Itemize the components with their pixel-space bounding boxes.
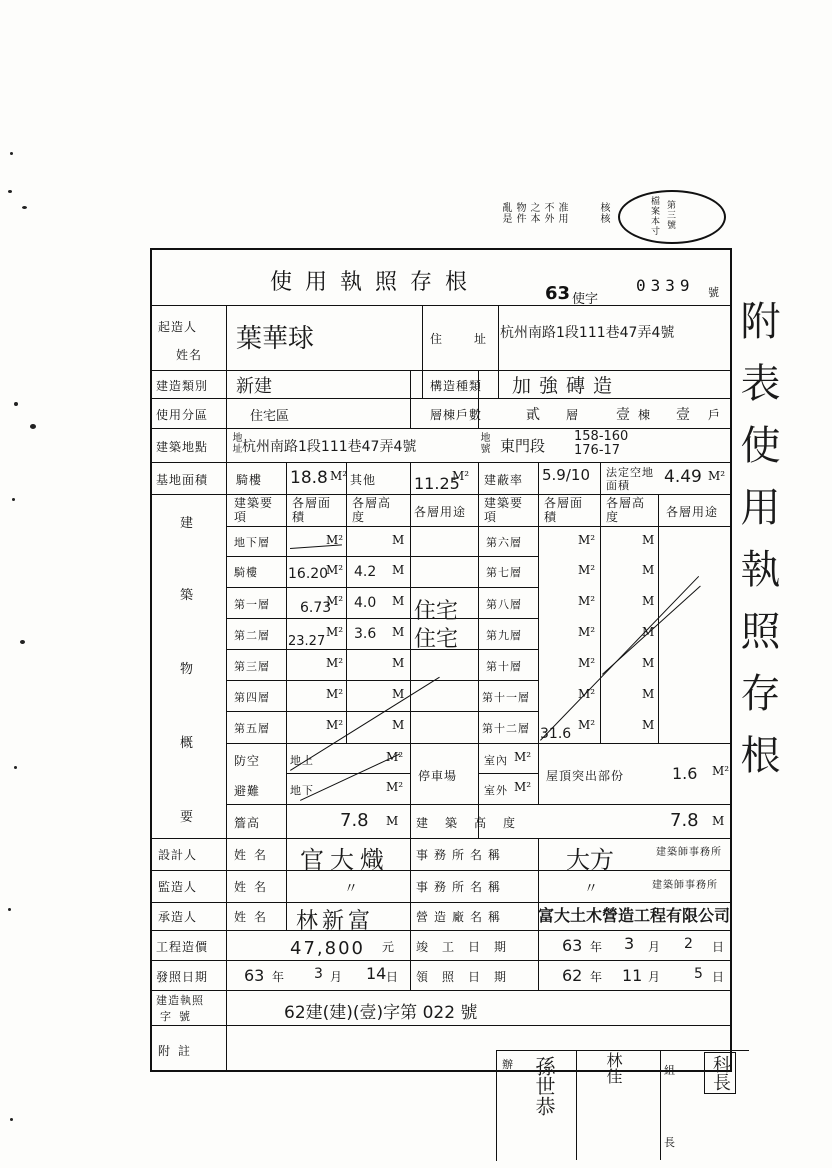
evac-label: 避難 (234, 784, 261, 798)
floor-area-unit: M² (326, 563, 344, 577)
above-ground-label: 地上 (290, 754, 314, 767)
floors-unit-3: 戶 (708, 408, 722, 422)
other-label: 其他 (350, 473, 377, 487)
floors-value-3: 壹 (676, 407, 690, 423)
supervisor-office: 〃 (584, 881, 598, 897)
floors-unit-1: 層 (566, 408, 580, 422)
stamp-col-2: 物件 (514, 202, 525, 224)
zone-value: 住宅區 (250, 409, 290, 424)
floor-height-unit: M (642, 718, 655, 732)
bheight-value: 7.8 (670, 810, 699, 831)
issue-label: 發照日期 (156, 970, 209, 984)
designer-name-label: 姓名 (234, 848, 275, 862)
arcade-label: 騎樓 (236, 473, 263, 487)
floor-name: 第十二層 (482, 722, 530, 735)
floor-name: 第七層 (486, 566, 522, 579)
site-addr-prefix: 地址 (230, 432, 241, 454)
seal-text-1: 檔案本寸 (649, 196, 659, 236)
floor-use: 住宅 (414, 627, 459, 652)
building-type-label: 建造類別 (156, 379, 209, 393)
col-item-right: 建築要項 (484, 496, 524, 524)
address-label-1: 住 (430, 332, 444, 346)
site-lot-prefix: 地號 (478, 432, 489, 454)
floor-height-unit: M (642, 625, 655, 639)
floor-name: 第四層 (234, 691, 270, 704)
stamp-col-3: 之本 (528, 202, 539, 224)
parking-label: 停車場 (418, 769, 458, 783)
floor-area-unit: M² (326, 718, 344, 732)
site-lot-numbers: 158-160 176-17 (574, 429, 629, 458)
floor-area-unit: M² (578, 718, 596, 732)
col-area-left: 各層面積 (292, 496, 332, 524)
floor-area-unit: M² (578, 687, 596, 701)
signoff-col-b: 組 (664, 1064, 676, 1077)
floor-height: 4.2 (354, 564, 377, 580)
designer-office-label: 事務所名稱 (416, 848, 507, 862)
roof-unit: M² (712, 764, 730, 778)
floors-label: 層棟戶數 (430, 408, 483, 422)
right-note: 31.6 (540, 726, 572, 742)
designer-name: 官大熾 (300, 846, 390, 874)
applicant-label: 起造人 (158, 320, 198, 334)
address-label-2: 址 (474, 332, 488, 346)
issue-day: 14 (366, 964, 387, 983)
signoff-stamp-1: 孫世恭 (532, 1056, 556, 1116)
floor-name: 第一層 (234, 598, 270, 611)
col-use-right: 各層用途 (666, 505, 719, 519)
eave-value: 7.8 (340, 810, 369, 831)
designer-label: 設計人 (158, 848, 198, 862)
stamp-col-6: 核核 (598, 202, 609, 224)
floor-name: 騎樓 (234, 566, 258, 579)
supervisor-name-label: 姓名 (234, 880, 275, 894)
floor-height-unit: M (392, 718, 405, 732)
stamp-col-5: 准用 (556, 202, 567, 224)
cost-label: 工程造價 (156, 940, 209, 954)
floor-use: 住宅 (414, 599, 459, 624)
signoff-stamp-2: 林佳 (604, 1052, 623, 1084)
zone-label: 使用分區 (156, 408, 209, 422)
note-label: 附註 (158, 1044, 199, 1058)
outdoor-unit: M² (514, 780, 532, 794)
floor-area: 6.73 (300, 600, 332, 616)
receive-label: 領照日期 (416, 970, 521, 984)
floor-height-unit: M (642, 656, 655, 670)
roof-value: 1.6 (672, 764, 698, 783)
signoff-col-c: 長 (664, 1136, 676, 1149)
floor-name: 地下層 (234, 536, 270, 549)
issue-year: 63 (244, 966, 265, 985)
receive-year: 62 (562, 966, 583, 985)
indoor-unit: M² (514, 750, 532, 764)
floor-height: 3.6 (354, 626, 377, 642)
structure-label: 構造種類 (430, 379, 483, 393)
section-label-3: 物 (180, 662, 195, 677)
floor-height-unit: M (392, 533, 405, 547)
completion-month-unit: 月 (648, 940, 662, 954)
col-height-left: 各層高度 (352, 496, 392, 524)
col-height-right: 各層高度 (606, 496, 646, 524)
permit-year: 63 (545, 283, 571, 304)
contractor-label: 承造人 (158, 910, 198, 924)
floor-area-unit: M² (326, 533, 344, 547)
eave-unit: M (386, 814, 399, 828)
legal-area-value: 4.49 (664, 467, 702, 487)
floor-name: 第五層 (234, 722, 270, 735)
legal-area-label: 法定空地面積 (606, 466, 654, 492)
completion-day-unit: 日 (712, 940, 726, 954)
applicant-address: 杭州南路1段111巷47弄4號 (500, 325, 675, 341)
right-margin-text: 附表使用執照存根 (734, 300, 780, 796)
floor-area-unit: M² (326, 656, 344, 670)
site-address: 杭州南路1段111巷47弄4號 (242, 439, 417, 455)
floor-height-unit: M (642, 533, 655, 547)
arcade-unit: M² (330, 469, 348, 483)
floor-height-unit: M (642, 594, 655, 608)
indoor-label: 室內 (484, 754, 508, 767)
shelter-label: 防空 (234, 754, 261, 768)
receive-day-unit: 日 (712, 970, 726, 984)
floor-height-unit: M (392, 687, 405, 701)
structure-value: 加強磚造 (512, 375, 621, 397)
roof-label: 屋頂突出部份 (546, 769, 625, 783)
below-ground-label: 地下 (290, 784, 314, 797)
cost-unit: 元 (382, 940, 396, 954)
designer-office: 大方 (566, 846, 614, 874)
floor-name: 第九層 (486, 629, 522, 642)
floor-name: 第六層 (486, 536, 522, 549)
completion-month: 3 (624, 934, 635, 953)
receive-day: 5 (694, 966, 703, 982)
receive-month: 11 (622, 966, 643, 985)
designer-office-stamp: 建築師事務所 (656, 847, 722, 858)
floor-height-unit: M (392, 656, 405, 670)
receive-month-unit: 月 (648, 970, 662, 984)
stamp-col-1: 亂是 (500, 202, 511, 224)
issue-month-unit: 月 (330, 970, 344, 984)
floor-area-unit: M² (326, 625, 344, 639)
floor-name: 第二層 (234, 629, 270, 642)
below-unit: M² (386, 780, 404, 794)
floor-height-unit: M (392, 563, 405, 577)
contractor-company-label: 營造廠名稱 (416, 910, 507, 924)
floor-area-unit: M² (578, 625, 596, 639)
other-value: 11.25 (414, 474, 460, 493)
floor-area-unit: M² (326, 594, 344, 608)
above-unit: M² (386, 750, 404, 764)
section-label-2: 築 (180, 588, 195, 603)
completion-label: 竣工日期 (416, 940, 521, 954)
bheight-unit: M (712, 814, 725, 828)
receive-year-unit: 年 (590, 970, 604, 984)
other-unit: M² (452, 469, 470, 483)
issue-month: 3 (314, 966, 323, 982)
stamp-col-4: 不外 (542, 202, 553, 224)
coverage-value: 5.9/10 (542, 466, 590, 484)
signoff-col-a: 辦 (502, 1058, 514, 1071)
floor-height-unit: M (392, 625, 405, 639)
col-use-left: 各層用途 (414, 505, 467, 519)
floor-name: 第十層 (486, 660, 522, 673)
legal-area-unit: M² (708, 469, 726, 483)
floor-area-unit: M² (578, 594, 596, 608)
signoff-stamp-3: 科長 (704, 1052, 736, 1094)
floor-area-unit: M² (326, 687, 344, 701)
floor-name: 第三層 (234, 660, 270, 673)
floor-height-unit: M (392, 594, 405, 608)
permit-char: 使字 (572, 292, 599, 307)
floor-area: 16.20 (288, 566, 329, 582)
supervisor-name: 〃 (344, 881, 358, 897)
contractor-company: 富大土木營造工程有限公司 (538, 906, 731, 925)
floors-value-1: 貳 (526, 407, 540, 423)
floor-area-unit: M² (578, 656, 596, 670)
site-lot-area: 東門段 (500, 437, 546, 455)
completion-year: 63 (562, 936, 583, 955)
floor-height-unit: M (642, 563, 655, 577)
contractor-name: 林新富 (296, 909, 375, 934)
supervisor-office-stamp: 建築師事務所 (652, 880, 718, 891)
permit-hao: 號 (708, 286, 719, 299)
floor-name: 第十一層 (482, 691, 530, 704)
coverage-label: 建蔽率 (484, 473, 524, 487)
form-title: 使用執照存根 (270, 270, 481, 295)
applicant-name-label: 姓名 (176, 348, 203, 362)
arcade-value: 18.8 (290, 468, 328, 488)
outdoor-label: 室外 (484, 784, 508, 797)
permit-label-2: 字號 (160, 1010, 198, 1023)
section-label-4: 概 (180, 736, 195, 751)
site-label: 建築地點 (156, 440, 209, 454)
floor-name: 第八層 (486, 598, 522, 611)
issue-day-unit: 日 (386, 970, 400, 984)
completion-day: 2 (684, 936, 693, 952)
section-label-5: 要 (180, 810, 195, 825)
floor-height-unit: M (642, 687, 655, 701)
applicant-name: 葉華球 (236, 324, 315, 354)
col-area-right: 各層面積 (544, 496, 584, 524)
floor-area-unit: M² (578, 533, 596, 547)
contractor-name-label: 姓名 (234, 910, 275, 924)
floors-value-2: 壹 (616, 407, 630, 423)
bheight-label: 建築高度 (416, 816, 533, 830)
section-label-1: 建 (180, 516, 195, 531)
col-item-left: 建築要項 (234, 496, 274, 524)
floor-area-unit: M² (578, 563, 596, 577)
eave-label: 簷高 (234, 816, 261, 830)
cost-value: 47,800 (290, 938, 365, 959)
floor-height: 4.0 (354, 595, 377, 611)
permit-number: 0339 (636, 276, 695, 295)
floors-unit-2: 棟 (638, 408, 652, 422)
floor-area: 23.27 (288, 634, 326, 649)
supervisor-office-label: 事務所名稱 (416, 880, 507, 894)
completion-year-unit: 年 (590, 940, 604, 954)
base-area-label: 基地面積 (156, 473, 209, 487)
permit-label-1: 建造執照 (156, 994, 204, 1007)
supervisor-label: 監造人 (158, 880, 198, 894)
building-type-value: 新建 (236, 376, 272, 397)
permit-value: 62建(建)(壹)字第 022 號 (284, 1003, 478, 1023)
seal-text-2: 第三號 (665, 200, 675, 230)
issue-year-unit: 年 (272, 970, 286, 984)
